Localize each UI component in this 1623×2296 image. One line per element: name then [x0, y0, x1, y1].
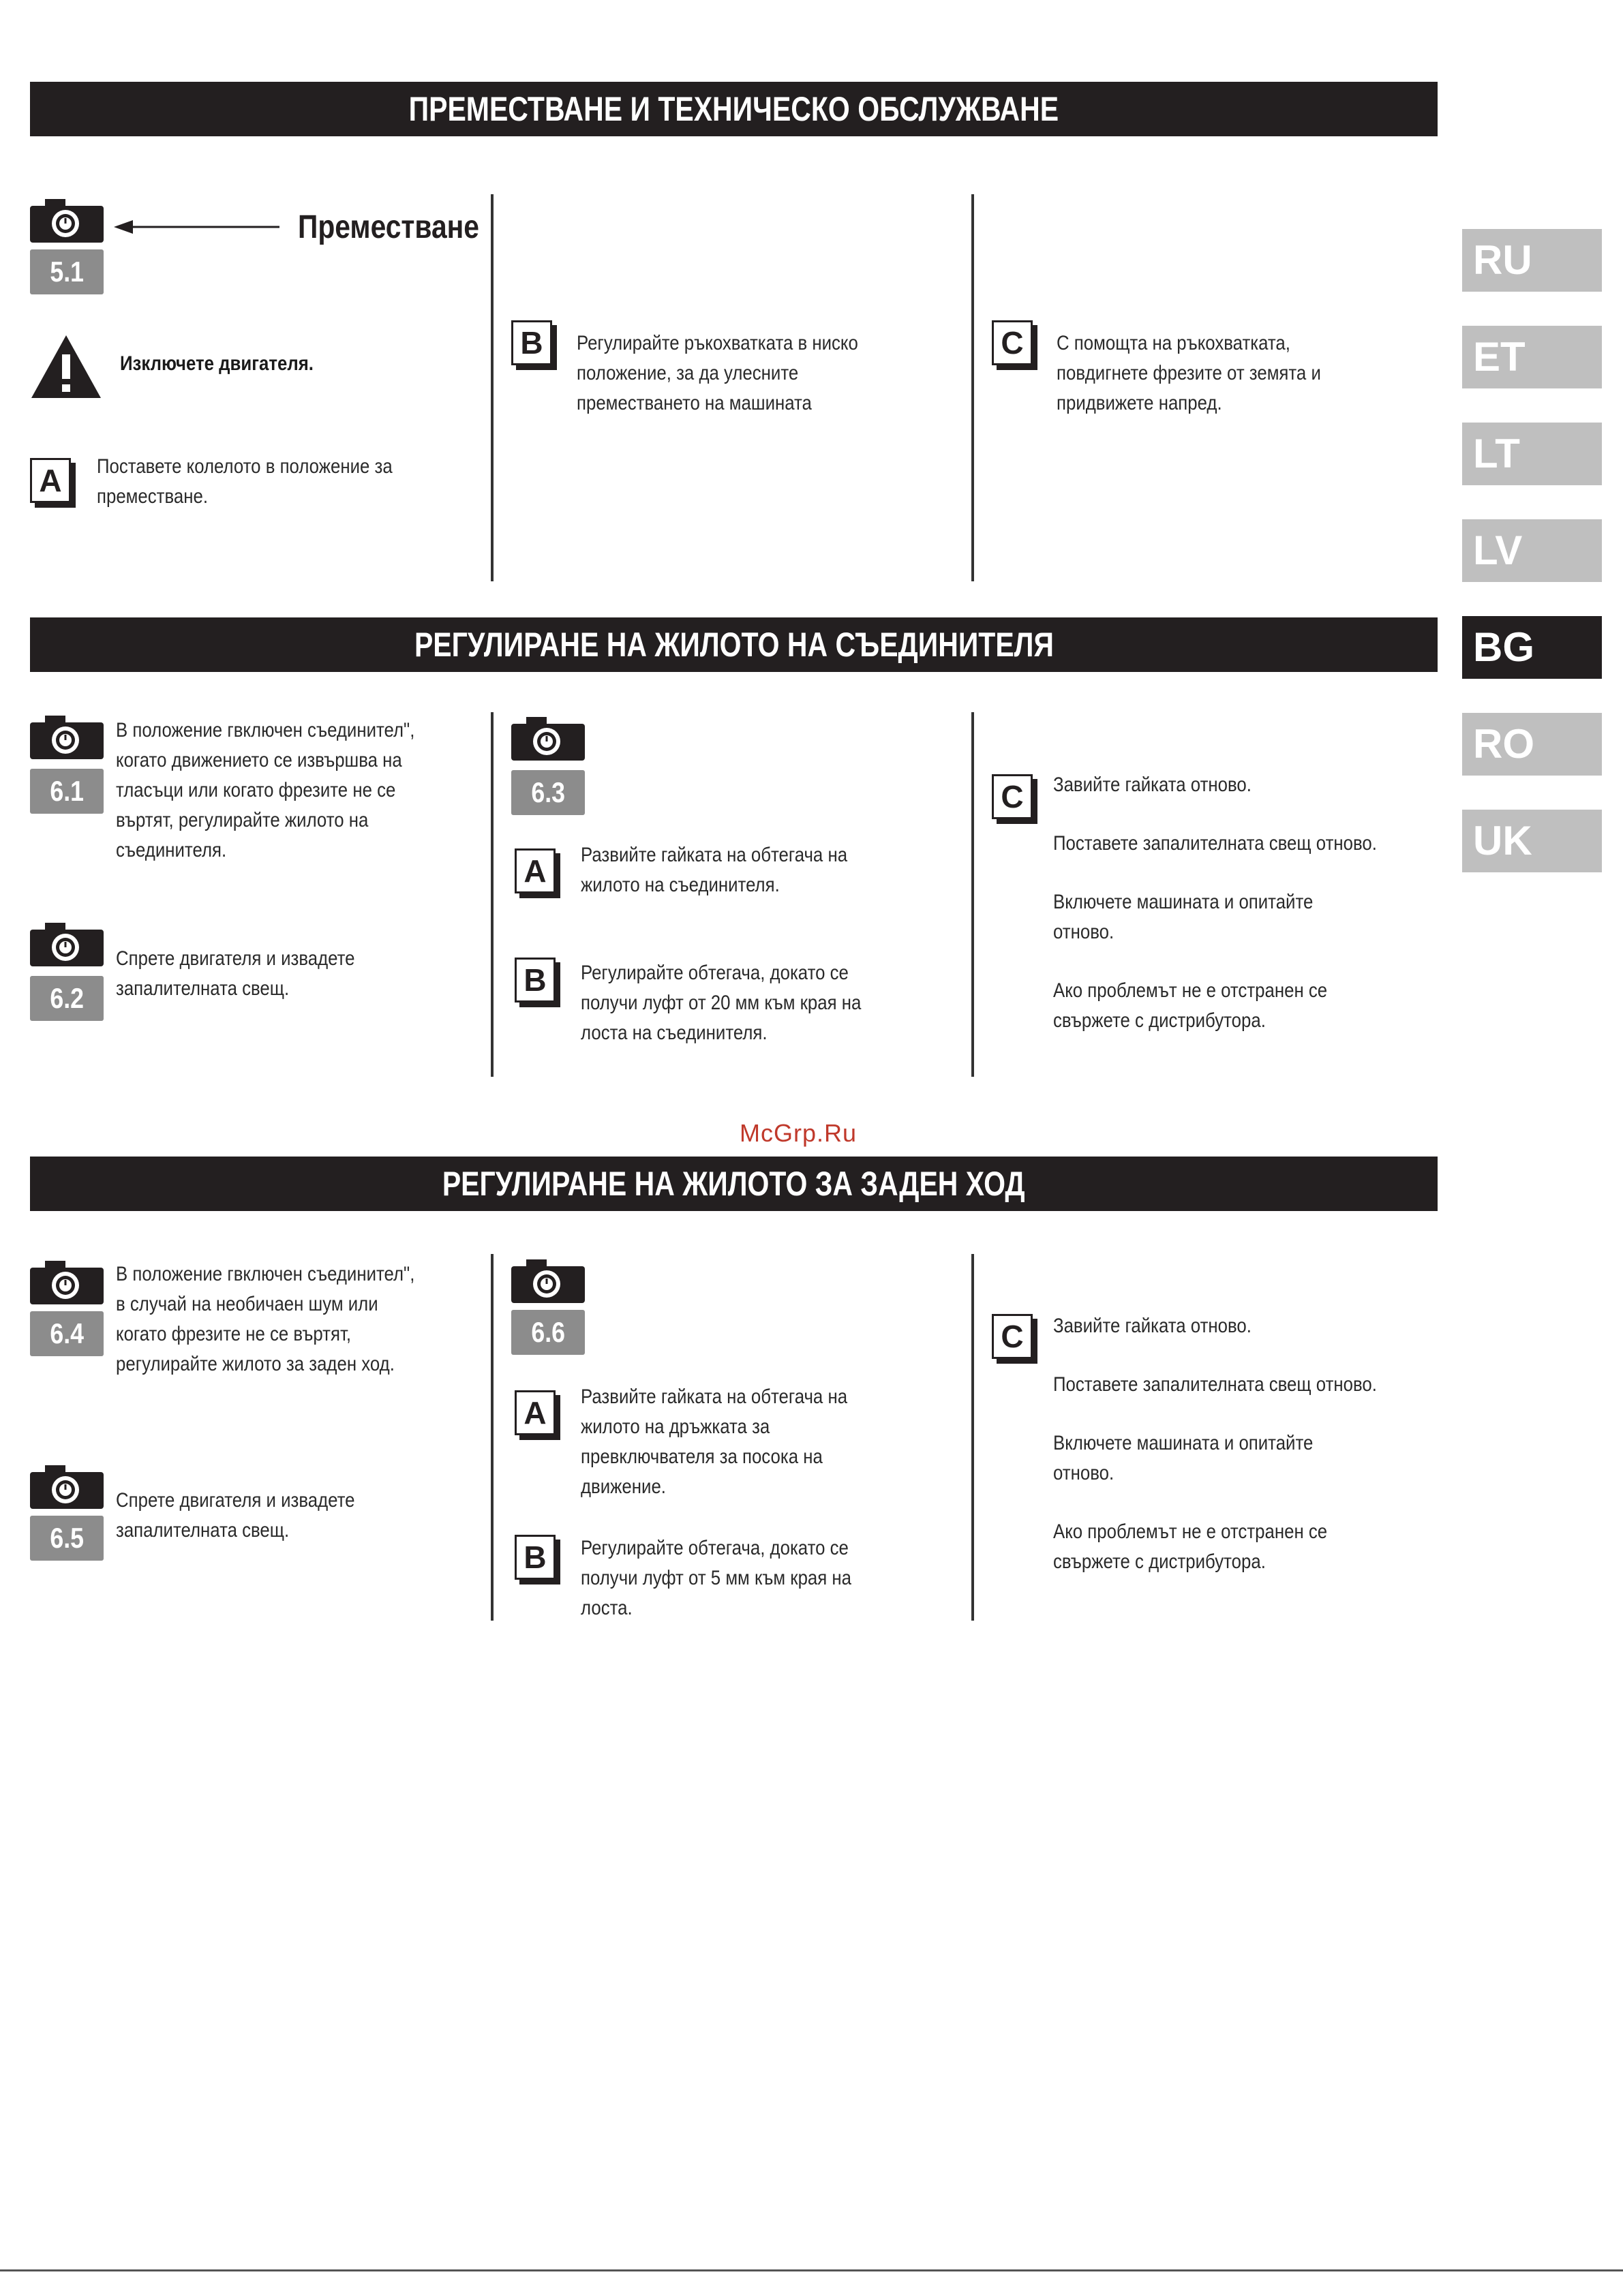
lang-tab-ru[interactable]: RU — [1462, 229, 1602, 292]
step-a-text: Поставете колелото в положение за преместване. — [97, 455, 393, 508]
warning-icon — [30, 334, 102, 399]
column-divider — [491, 712, 494, 1077]
reverse-step-a-text: Развийте гайката на обтегача на жилото на дръжката за превключвателя за посока на движение. — [581, 1386, 848, 1498]
reverse-step-c-line-2: Поставете запалителната свещ отново. — [1053, 1373, 1377, 1396]
camera-icon — [30, 1261, 104, 1304]
clutch-step-c-line-1: Завийте гайката отново. — [1053, 774, 1252, 796]
column-divider — [971, 712, 974, 1077]
figure-badge: 5.1 — [30, 249, 104, 294]
camera-icon — [511, 717, 585, 761]
step-letter-c: C — [992, 1314, 1033, 1359]
clutch-step-c-text-3: Включете машината и опитайте отново. — [1053, 891, 1314, 943]
figure-badge: 6.3 — [511, 770, 585, 815]
step-letter-b: B — [511, 320, 552, 365]
lang-tab-et[interactable]: ET — [1462, 326, 1602, 388]
camera-icon — [511, 1259, 585, 1303]
reverse-step-c-text-3: Включете машината и опитайте отново. — [1053, 1432, 1314, 1484]
step-c-text: С помощта на ръкохватката, повдигнете фрезите от земята и придвижете напред. — [1057, 332, 1321, 414]
camera-icon — [30, 1465, 104, 1509]
camera-icon — [30, 716, 104, 759]
figure-badge: 6.5 — [30, 1516, 104, 1561]
step-letter-a: A — [515, 1390, 556, 1435]
step-letter-c: C — [992, 774, 1033, 819]
step-letter-b: B — [515, 958, 556, 1002]
warning-text: Изключете двигателя. — [120, 352, 314, 375]
clutch-step-b-text: Регулирайте обтегача, докато се получи луфт от 20 мм към края на лоста на съединителя. — [581, 962, 862, 1044]
clutch-text-2: Спрете двигателя и извадете запалителната свещ. — [116, 947, 355, 1000]
figure-badge: 6.1 — [30, 769, 104, 814]
section-title-clutch-cable: РЕГУЛИРАНЕ НА ЖИЛОТО НА СЪЕДИНИТЕЛЯ — [30, 617, 1438, 672]
step-b-text: Регулирайте ръкохватката в ниско положение, за да улесните преместването на машината — [577, 332, 858, 414]
step-letter-c: C — [992, 320, 1033, 365]
section-title-reverse-cable: РЕГУЛИРАНЕ НА ЖИЛОТО ЗА ЗАДЕН ХОД — [30, 1157, 1438, 1211]
figure-badge: 6.6 — [511, 1310, 585, 1355]
lang-tab-lt[interactable]: LT — [1462, 423, 1602, 485]
step-letter-b: B — [515, 1535, 556, 1580]
reverse-step-c-line-1: Завийте гайката отново. — [1053, 1315, 1252, 1337]
lang-tab-bg[interactable]: BG — [1462, 616, 1602, 679]
clutch-step-c-line-2: Поставете запалителната свещ отново. — [1053, 832, 1377, 855]
camera-icon — [30, 923, 104, 966]
lang-tab-lv[interactable]: LV — [1462, 519, 1602, 582]
reverse-step-c-text-4: Ако проблемът не е отстранен се свържете с дистрибутора. — [1053, 1520, 1328, 1573]
column-divider — [491, 1254, 494, 1621]
lang-tab-uk[interactable]: UK — [1462, 810, 1602, 872]
watermark: McGrp.Ru — [740, 1119, 858, 1147]
section-title-moving: ПРЕМЕСТВАНЕ И ТЕХНИЧЕСКО ОБСЛУЖВАНЕ — [30, 82, 1438, 136]
arrow-left-icon — [112, 217, 283, 237]
clutch-step-a-text: Развийте гайката на обтегача на жилото на съединителя. — [581, 844, 848, 896]
step-letter-a: A — [30, 458, 71, 503]
lang-tab-ro[interactable]: RO — [1462, 713, 1602, 776]
figure-badge: 6.2 — [30, 976, 104, 1021]
figure-badge: 6.4 — [30, 1311, 104, 1356]
reverse-text-1: В положение гвключен съединител", в случай на необичаен шум или когато фрезите не се въртят, регулирайте жилото за заден ход. — [116, 1263, 415, 1375]
column-divider — [971, 194, 974, 581]
camera-icon — [30, 199, 104, 243]
page-bottom-rule — [0, 2269, 1623, 2271]
clutch-text-1: В положение гвключен съединител", когато движението се извършва на тласъци или когато фрезите не се въртят, регулирайте жилото на съединителя. — [116, 719, 415, 861]
column-divider — [491, 194, 494, 581]
step-letter-a: A — [515, 848, 556, 893]
column-divider — [971, 1254, 974, 1621]
clutch-step-c-text-4: Ако проблемът не е отстранен се свържете с дистрибутора. — [1053, 979, 1328, 1032]
reverse-text-2: Спрете двигателя и извадете запалителната свещ. — [116, 1489, 355, 1542]
moving-label: Преместване — [298, 209, 479, 245]
reverse-step-b-text: Регулирайте обтегача, докато се получи луфт от 5 мм към края на лоста. — [581, 1537, 852, 1619]
